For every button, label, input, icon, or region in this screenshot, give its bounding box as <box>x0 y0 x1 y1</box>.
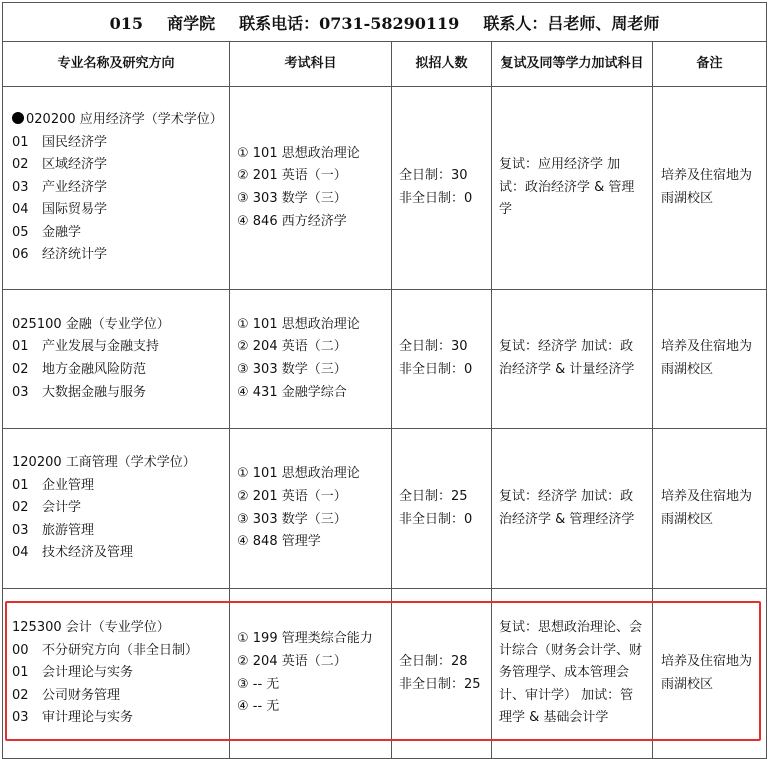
exam-cell <box>230 290 392 429</box>
exam-item: ③ 303 数学（三） <box>237 191 347 206</box>
quota-fulltime: 全日制：30 <box>399 168 468 184</box>
department-header <box>3 3 767 42</box>
note-cell: 培养及住宿地为雨湖校区 <box>653 429 767 589</box>
program-cell <box>3 589 230 759</box>
direction-item: 04 技术经济及管理 <box>12 545 134 561</box>
exam-cell <box>230 589 392 759</box>
quota-fulltime: 全日制：25 <box>399 488 468 504</box>
quota-cell <box>392 87 492 290</box>
direction-item: 01 产业发展与金融支持 <box>12 339 160 355</box>
quota-parttime: 非全日制：25 <box>399 676 481 692</box>
exam-item: ③ 303 数学（三） <box>237 362 347 377</box>
admissions-table <box>2 2 767 759</box>
retest-cell: 复试：经济学 加试：政治经济学 & 计量经济学 <box>492 290 653 429</box>
exam-item: ② 201 英语（一） <box>237 488 347 504</box>
dept-phone: 联系电话：0731-58290119 <box>239 13 460 33</box>
direction-item: 03 产业经济学 <box>12 179 108 195</box>
exam-item: ④ 846 西方经济学 <box>237 213 347 229</box>
note-cell: 培养及住宿地为雨湖校区 <box>653 290 767 429</box>
quota-cell <box>392 589 492 759</box>
note-cell: 培养及住宿地为雨湖校区 <box>653 589 767 759</box>
exam-item: ② 204 英语（二） <box>237 653 347 669</box>
program-name: 125300 会计（专业学位） <box>12 620 170 636</box>
direction-item: 03 大数据金融与服务 <box>12 384 147 400</box>
program-name: 020200 应用经济学（学术学位） <box>12 109 229 132</box>
col-header-exams: 考试科目 <box>230 42 392 87</box>
program-cell <box>3 290 230 429</box>
dept-name: 商学院 <box>167 13 216 33</box>
quota-fulltime: 全日制：30 <box>399 339 468 355</box>
col-header-quota: 拟招人数 <box>392 42 492 87</box>
exam-item: ④ -- 无 <box>237 699 280 715</box>
exam-cell <box>230 429 392 589</box>
exam-item: ④ 848 管理学 <box>237 534 321 550</box>
direction-item: 02 区域经济学 <box>12 157 108 173</box>
table-row-highlighted <box>3 589 767 759</box>
col-header-retest: 复试及同等学力加试科目 <box>492 42 653 87</box>
table-row <box>3 87 767 290</box>
program-cell <box>3 87 230 290</box>
column-header-row <box>3 42 767 87</box>
retest-cell: 复试：思想政治理论、会计综合（财务会计学、财务管理学、成本管理会计、审计学） 加试：管理学 & 基础会计学 <box>492 589 653 759</box>
table-row <box>3 429 767 589</box>
quota-parttime: 非全日制：0 <box>399 511 473 527</box>
retest-cell: 复试：应用经济学 加试：政治经济学 & 管理学 <box>492 87 653 290</box>
exam-item: ① 199 管理类综合能力 <box>237 631 373 647</box>
exam-cell <box>230 87 392 290</box>
quota-fulltime: 全日制：28 <box>399 653 468 669</box>
exam-item: ② 204 英语（二） <box>237 339 347 355</box>
direction-item: 03 旅游管理 <box>12 522 95 538</box>
direction-item: 00 不分研究方向（非全日制） <box>12 642 199 658</box>
exam-item: ① 101 思想政治理论 <box>237 145 360 161</box>
program-name: 120200 工商管理（学术学位） <box>12 455 196 471</box>
quota-cell <box>392 290 492 429</box>
col-header-note: 备注 <box>653 42 767 87</box>
direction-item: 03 审计理论与实务 <box>12 710 134 726</box>
quota-cell <box>392 429 492 589</box>
bullet-icon <box>12 112 24 124</box>
direction-item: 04 国际贸易学 <box>12 202 108 218</box>
quota-parttime: 非全日制：0 <box>399 362 473 377</box>
exam-item: ④ 431 金融学综合 <box>237 384 347 400</box>
direction-item: 05 金融学 <box>12 224 82 240</box>
direction-item: 01 会计理论与实务 <box>12 665 134 681</box>
exam-item: ① 101 思想政治理论 <box>237 316 360 332</box>
direction-item: 02 会计学 <box>12 500 82 516</box>
direction-item: 06 经济统计学 <box>12 247 108 263</box>
program-name: 025100 金融（专业学位） <box>12 316 170 332</box>
quota-parttime: 非全日制：0 <box>399 191 473 206</box>
direction-item: 02 地方金融风险防范 <box>12 362 147 377</box>
col-header-program: 专业名称及研究方向 <box>3 42 230 87</box>
exam-item: ② 201 英语（一） <box>237 168 347 184</box>
direction-item: 02 公司财务管理 <box>12 687 121 703</box>
exam-item: ① 101 思想政治理论 <box>237 466 360 482</box>
dept-code: 015 <box>109 13 144 33</box>
note-cell: 培养及住宿地为雨湖校区 <box>653 87 767 290</box>
exam-item: ③ 303 数学（三） <box>237 511 347 527</box>
direction-item: 01 国民经济学 <box>12 134 108 150</box>
direction-item: 01 企业管理 <box>12 477 95 493</box>
dept-contact: 联系人：吕老师、周老师 <box>483 13 660 33</box>
retest-cell: 复试：经济学 加试：政治经济学 & 管理经济学 <box>492 429 653 589</box>
exam-item: ③ -- 无 <box>237 676 280 692</box>
table-row <box>3 290 767 429</box>
program-cell <box>3 429 230 589</box>
